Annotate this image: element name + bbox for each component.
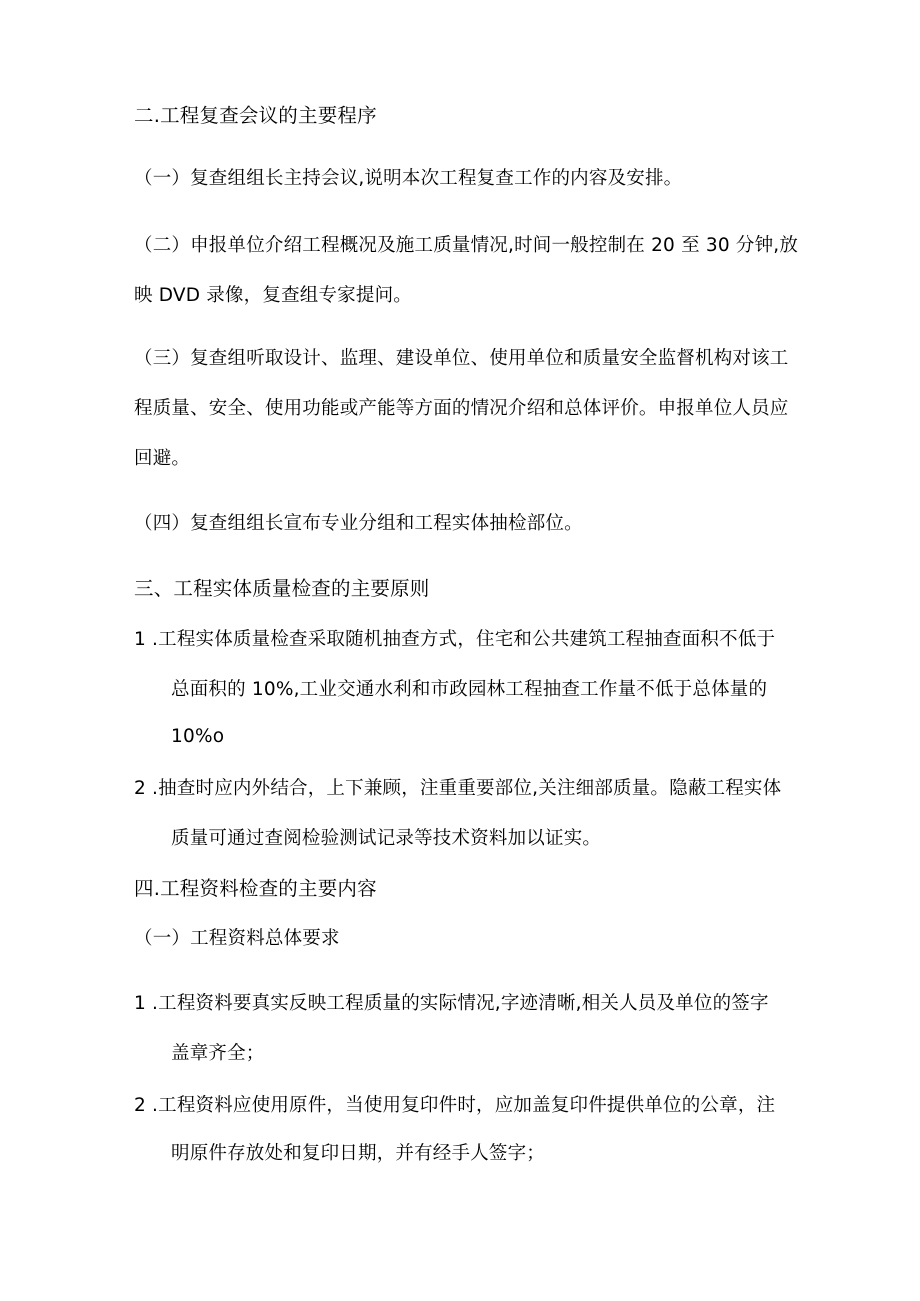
section-4-heading: 四.工程资料检查的主要内容: [134, 877, 377, 900]
s2-item-3-line-2: 程质量、安全、使用功能或产能等方面的情况介绍和总体评价。申报单位人员应: [134, 398, 789, 419]
s4-item-1-line-1: 1 .工程资料要真实反映工程质量的实际情况,字迹清晰,相关人员及单位的签字: [134, 993, 769, 1014]
s2-item-2-line-2: 映 DVD 录像，复查组专家提问。: [134, 285, 412, 306]
s3-item-2-line-2: 质量可通过查阅检验测试记录等技术资料加以证实。: [171, 828, 602, 849]
s4-item-1-line-2: 盖章齐全；: [171, 1043, 265, 1064]
s3-item-1-line-3: 10%o: [171, 726, 225, 747]
s2-item-2-line-1: （二）申报单位介绍工程概况及施工质量情况,时间一般控制在 20 至 30 分钟,放: [134, 235, 799, 256]
s2-item-4: （四）复查组组长宣布专业分组和工程实体抽检部位。: [134, 513, 583, 534]
s4-item-2-line-1: 2 .工程资料应使用原件，当使用复印件时，应加盖复印件提供单位的公章，注: [134, 1095, 776, 1116]
s2-item-3-line-3: 回避。: [134, 448, 191, 469]
s3-item-1-line-1: 1 .工程实体质量检查采取随机抽查方式，住宅和公共建筑工程抽查面积不低于: [134, 629, 776, 650]
section-3-heading: 三、工程实体质量检查的主要原则: [134, 577, 430, 600]
s4-subheading-1: （一）工程资料总体要求: [134, 928, 340, 949]
s4-item-2-line-2: 明原件存放处和复印日期，并有经手人签字；: [171, 1143, 546, 1164]
s3-item-1-line-2: 总面积的 10%,工业交通水利和市政园林工程抽查工作量不低于总体量的: [171, 679, 768, 700]
s3-item-2-line-1: 2 .抽查时应内外结合，上下兼顾，注重重要部位,关注细部质量。隐蔽工程实体: [134, 778, 782, 799]
section-2-heading: 二.工程复查会议的主要程序: [134, 104, 377, 127]
s2-item-1: （一）复查组组长主持会议,说明本次工程复查工作的内容及安排。: [134, 168, 683, 189]
s2-item-3-line-1: （三）复查组听取设计、监理、建设单位、使用单位和质量安全监督机构对该工: [134, 348, 789, 369]
